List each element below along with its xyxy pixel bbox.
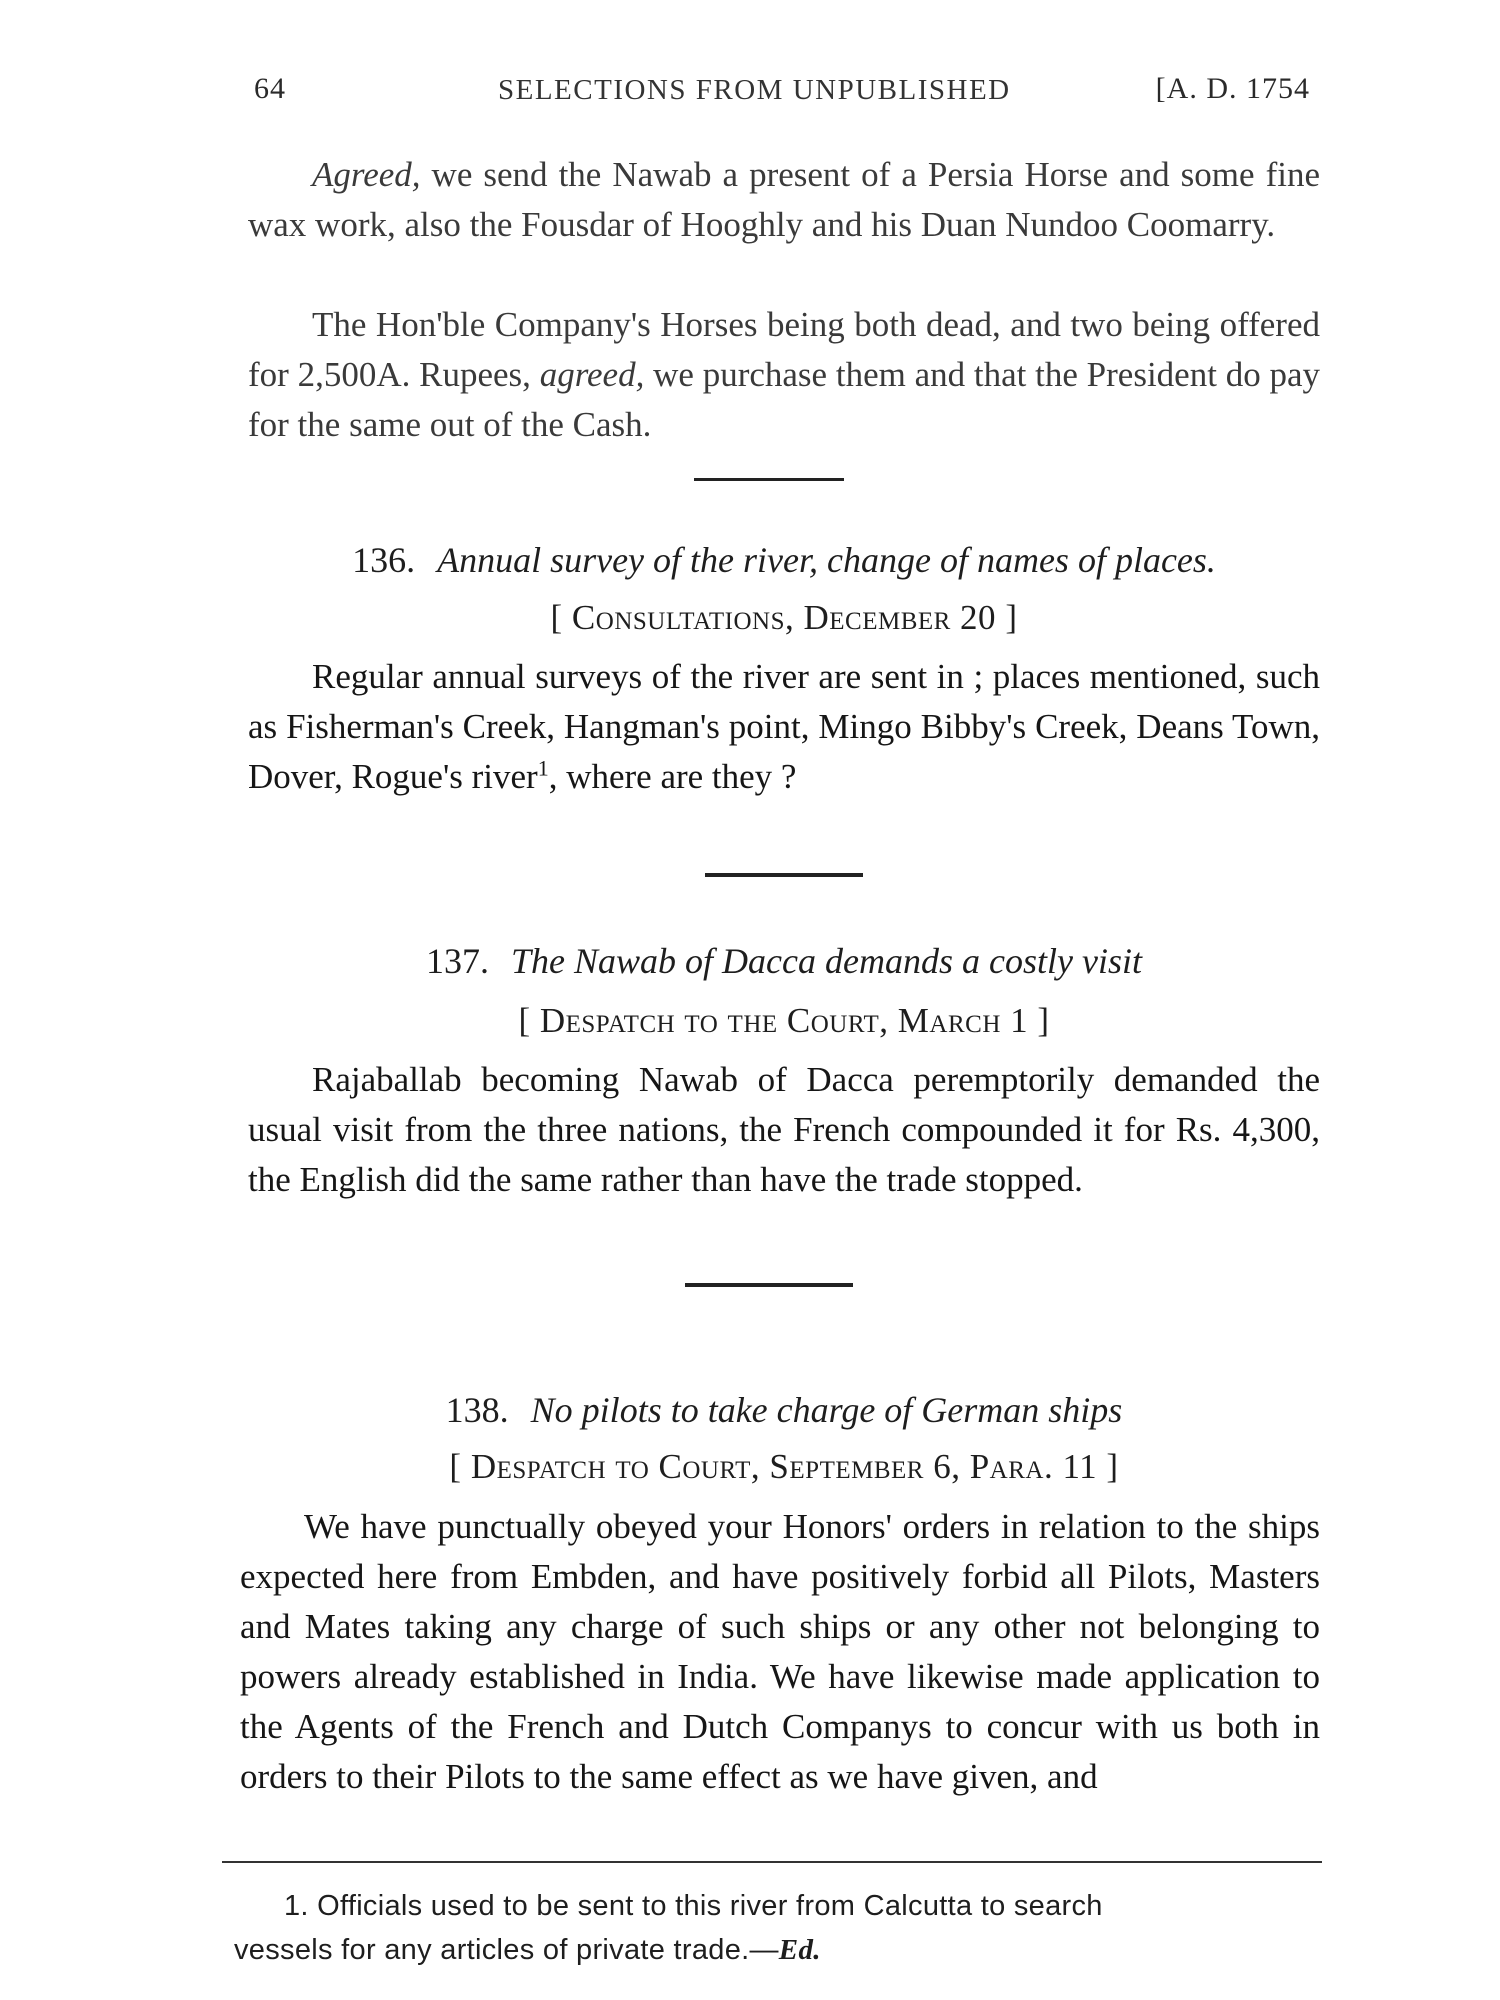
- section-137-source-text: Despatch to the Court, March 1: [539, 1001, 1029, 1040]
- bracket-open: [: [518, 1001, 540, 1040]
- section-138-body-text: We have punctually obeyed your Honors' orders in relation to the ships expected here from Embden, and have positively forbid all Pilots, Masters and Mates taking any charge of such ships or any other not belonging to powers already established in India. We have likewise made application to the Agents of the French and Dutch Companys to concur with us both in orders to their Pilots to the same effect as we have given, and: [240, 1507, 1320, 1796]
- bracket-close: ]: [1097, 1447, 1119, 1486]
- intro-p2-text-b: we purchase them and that the President do pay for the same out of the Cash.: [248, 355, 1321, 444]
- section-divider: [694, 478, 844, 481]
- header-date: [A. D. 1754: [1155, 72, 1310, 105]
- footnote-ref: 1: [537, 755, 549, 781]
- footnote-separator: [222, 1861, 1322, 1863]
- intro-paragraph-2: [248, 300, 1320, 450]
- section-137-heading: [248, 936, 1320, 986]
- section-138-number: 138.: [445, 1390, 509, 1430]
- section-137-body-text: Rajaballab becoming Nawab of Dacca peremptorily demanded the usual visit from the three nations, the French compounded it for Rs. 4,300, the English did the same rather than have the trade stopped.: [248, 1060, 1320, 1199]
- section-138-source: [248, 1442, 1320, 1492]
- section-137-number: 137.: [426, 941, 490, 981]
- intro-p2-agreed: agreed,: [539, 355, 645, 394]
- section-138-heading: [248, 1385, 1320, 1435]
- section-137-title: The Nawab of Dacca demands a costly visit: [511, 941, 1142, 981]
- intro-agreed: Agreed,: [312, 155, 421, 194]
- section-136-number: 136.: [352, 540, 416, 580]
- section-136-title: Annual survey of the river, change of names of places.: [437, 540, 1216, 580]
- bracket-close: ]: [1028, 1001, 1050, 1040]
- section-138-body: [240, 1502, 1320, 1802]
- footnote-line-2: [234, 1928, 1324, 1972]
- section-divider: [705, 873, 863, 877]
- bracket-open: [: [449, 1447, 471, 1486]
- footnote-line-1: 1. Officials used to be sent to this river from Calcutta to search: [284, 1890, 1103, 1922]
- page-number: 64: [254, 72, 286, 105]
- running-title: SELECTIONS FROM UNPUBLISHED: [498, 74, 1011, 106]
- section-136-body-text: Regular annual surveys of the river are sent in ; places mentioned, such as Fisherman's Creek, Hangman's point, Mingo Bibby's Creek, Deans Town, Dover, Rogue's river: [248, 657, 1320, 796]
- section-136-body: [248, 652, 1320, 802]
- page-header: [250, 72, 1310, 116]
- intro-paragraph-1: [248, 150, 1320, 250]
- section-137-body: [248, 1055, 1320, 1205]
- section-136-source-text: Consultations, December 20: [571, 598, 997, 637]
- section-136-source: [248, 593, 1320, 643]
- section-136-heading: [248, 535, 1320, 585]
- section-divider: [685, 1283, 853, 1287]
- section-138-title: No pilots to take charge of German ships: [530, 1390, 1123, 1430]
- intro-p2-text-a: The Hon'ble Company's Horses being both dead, and two being offered for 2,500A. Rupees,: [248, 305, 1320, 394]
- section-137-source: [248, 996, 1320, 1046]
- footnote-line-2-text: vessels for any articles of private trade.—: [234, 1934, 779, 1966]
- intro-p1-text: we send the Nawab a present of a Persia Horse and some fine wax work, also the Fousdar of Hooghly and his Duan Nundoo Coomarry.: [248, 155, 1320, 244]
- section-136-body-end: , where are they ?: [548, 757, 797, 796]
- bracket-open: [: [550, 598, 572, 637]
- footnote-editor-mark: Ed.: [778, 1934, 821, 1966]
- bracket-close: ]: [996, 598, 1018, 637]
- section-138-source-text: Despatch to Court, September 6, Para. 11: [470, 1447, 1098, 1486]
